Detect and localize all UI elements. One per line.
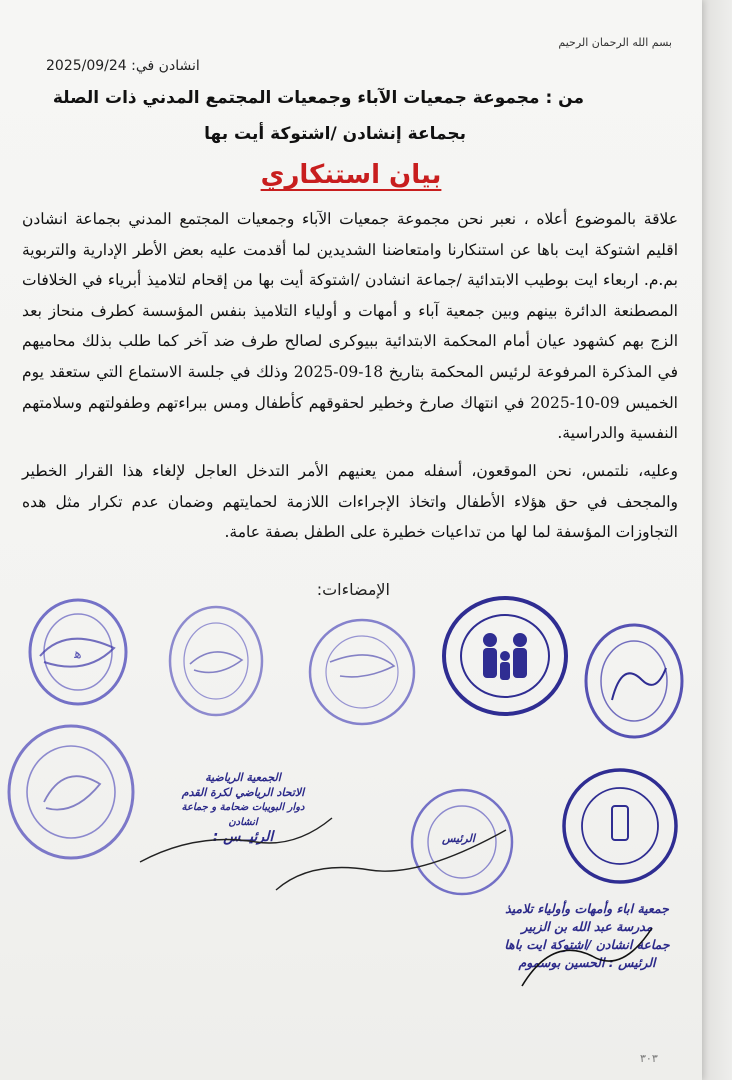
bottom-stamp-line-4: الرئيس : الحسين بوسموم: [518, 955, 656, 970]
document-title: بيان استنكاري: [260, 160, 442, 190]
round-stamp-1: [26, 596, 130, 708]
round-stamp-3: [300, 616, 426, 728]
bottom-stamp-line-2: مدرسة عبد الله بن الزبير: [521, 919, 653, 934]
bismillah-text: بسم الله الرحمان الرحيم: [558, 36, 672, 49]
signatures-label: الإمضاءات:: [316, 580, 390, 599]
round-stamp-right: [582, 620, 686, 742]
sports-stamp-line-4: الرئيــس :: [212, 829, 274, 845]
commune-line: بجماعة إنشادن /اشتوكة أيت بها: [204, 124, 466, 144]
president-stamp-label: الرئيس: [442, 832, 475, 845]
svg-text:ﻫ: ﻫ: [74, 646, 82, 662]
association-stamp-center: [440, 594, 570, 718]
sports-stamp-line-1: الجمعية الرياضية: [205, 771, 281, 784]
document-date: انشادن في: 2025/09/24: [46, 58, 200, 74]
signature-stroke-3: [512, 916, 662, 996]
sports-stamp-line-2: الاتحاد الرياضي لكرة القدم: [181, 786, 305, 799]
body-paragraph-1: علاقة بالموضوع أعلاه ، نعبر نحن مجموعة جمعيات الآباء وجمعيات المجتمع المدني بجماعة انشادن اقليم اشتوكة ايت باها عن استنكارنا وامتعاضنا الشديدين لما أقدمت عليه بعض الأطر الإدارية والتربوية بم.م. اربعاء ايت بوطيب الابتدائية /جماعة انشادن /اشتوكة أيت بها من إقحام لتلاميذ أبرياء في الخلافات المصطنعة الدائرة بينهم وبين جمعية آباء و أمهات و أولياء التلاميذ بنفس المؤسسة كطرف منحاز بعد الزج بهم كشهود عيان أمام المحكمة الابتدائية ببيوكرى لصالح طرف ضد آخر كما طلب بذلك محاميهم في المذكرة المرفوعة لرئيس المحكمة بتاريخ 18-09-2025 وذلك في جلسة الاستماع التي ستعقد يوم الخميس 09-10-2025 في انتهاك صارخ وخطير لحقوقهم كأطفال ومس ببراءتهم وطفولتهم وسلامتهم النفسية والدراسية.: [22, 210, 678, 443]
round-stamp-left-2: [4, 722, 138, 862]
body-paragraph-2: وعليه، نلتمس، نحن الموقعون، أسفله ممن يعنيهم الأمر التدخل العاجل لإلغاء هذا القرار الخطير والمجحف في حق هؤلاء الأطفال واتخاذ الإجراءات اللازمة لحمايتهم وضمان عدم تكرار مثل هده التجاوزات المؤسفة لما لها من تداعيات خطيرة على الطفل بصفة عامة.: [22, 462, 678, 542]
sports-stamp-line-3: دوار البويبات ضحامة و جماعة انشادن: [181, 802, 305, 828]
bottom-stamp-line-1: جمعية اباء وأمهات وأولياء تلاميذ: [505, 901, 669, 916]
bottom-stamp-line-3: جماعة انشادن /اشتوكة ايت باها: [504, 937, 670, 952]
sender-line: من : مجموعة جمعيات الآباء وجمعيات المجتمع المدني ذات الصلة: [52, 88, 584, 108]
round-stamp-right-2: [560, 766, 680, 886]
round-stamp-2: [166, 602, 266, 720]
page-mark: ٣٠٣: [640, 1052, 658, 1065]
signature-stroke-2: [270, 820, 510, 900]
